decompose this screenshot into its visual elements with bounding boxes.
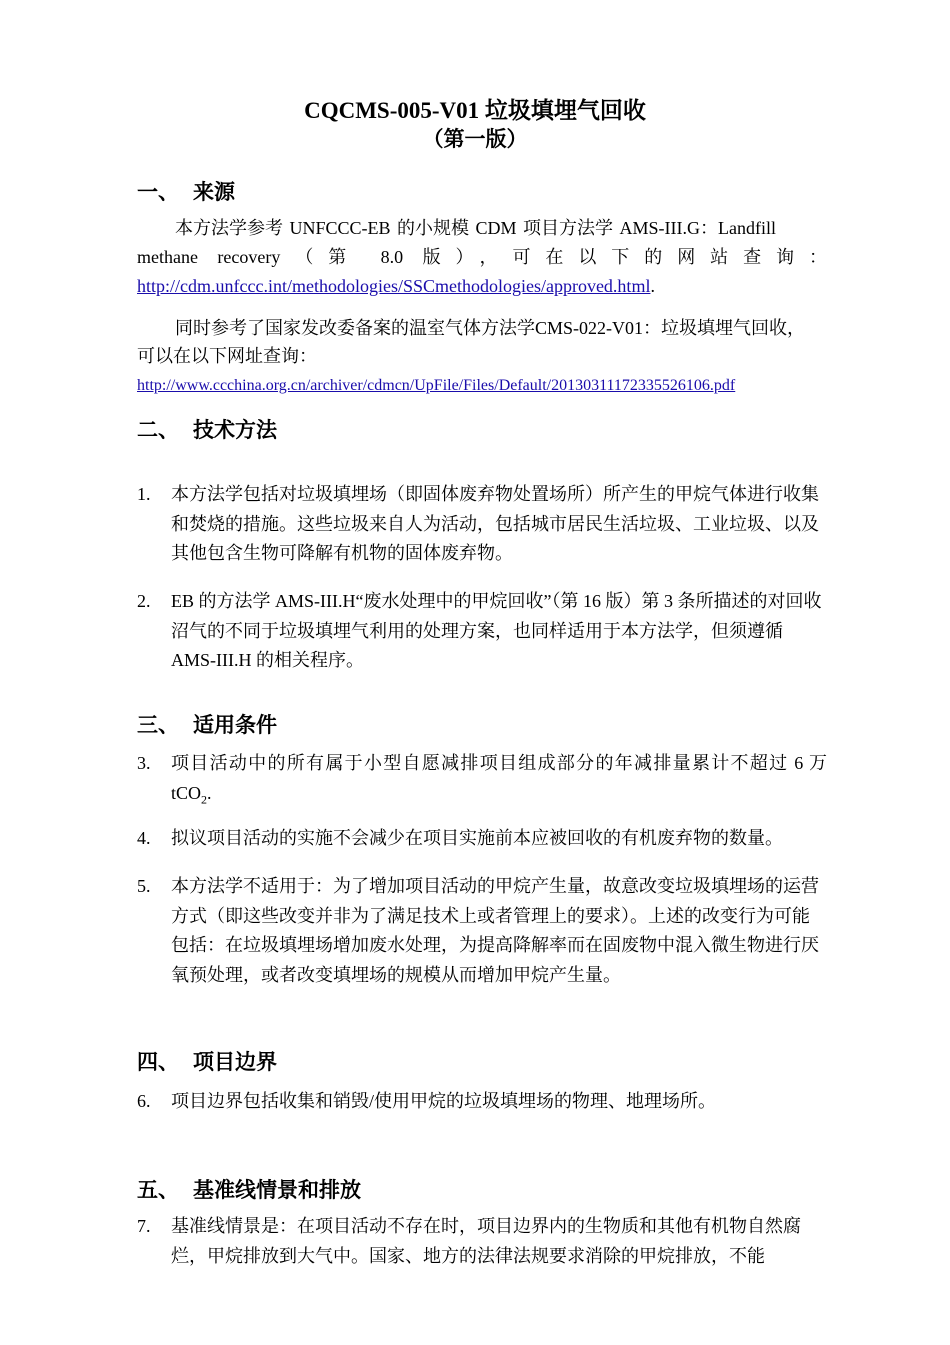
section-number: 四、 bbox=[137, 1050, 179, 1074]
source-p2-line2: 可以在以下网址查询： bbox=[137, 346, 317, 366]
item-text bbox=[171, 749, 827, 815]
item-text-tail: . bbox=[207, 782, 212, 803]
item-number: 6. bbox=[137, 1091, 151, 1111]
list-item-3 bbox=[137, 749, 827, 815]
section-number: 一、 bbox=[137, 180, 179, 204]
section-title: 项目边界 bbox=[193, 1050, 277, 1074]
item-number: 3. bbox=[137, 753, 151, 773]
list-item-6 bbox=[137, 1087, 827, 1117]
item-text: 拟议项目活动的实施不会减少在项目实施前本应被回收的有机废弃物的数量。 bbox=[171, 828, 783, 848]
source-paragraph-1 bbox=[137, 214, 827, 301]
item-number: 4. bbox=[137, 828, 151, 848]
item-number: 7. bbox=[137, 1216, 151, 1236]
section-title: 技术方法 bbox=[193, 418, 277, 442]
list-item-2 bbox=[137, 587, 827, 676]
item-text: 本方法学包括对垃圾填埋场（即固体废弃物处置场所）所产生的甲烷气体进行收集和焚烧的措施。这些垃圾来自人为活动，包括城市居民生活垃圾、工业垃圾、以及其他包含生物可降解有机物的固体废弃物。 bbox=[171, 484, 819, 563]
item-number: 2. bbox=[137, 591, 151, 611]
item-text: 项目边界包括收集和销毁/使用甲烷的垃圾填埋场的物理、地理场所。 bbox=[171, 1091, 716, 1111]
section-number: 三、 bbox=[137, 713, 179, 737]
list-item-5 bbox=[137, 872, 827, 990]
section-number: 五、 bbox=[137, 1178, 179, 1202]
item-text: 本方法学不适用于：为了增加项目活动的甲烷产生量，故意改变垃圾填埋场的运营方式（即这些改变并非为了满足技术上或者管理上的要求）。上述的改变行为可能包括：在垃圾填埋场增加废水处理，为提高降解率而在固废物中混入微生物进行厌氧预处理，或者改变填埋场的规模从而增加甲烷产生量。 bbox=[171, 876, 819, 985]
document-edition: （第一版） bbox=[422, 127, 528, 151]
section-heading-source bbox=[137, 176, 235, 206]
section-title: 基准线情景和排放 bbox=[193, 1178, 361, 1202]
source-p1-line2: methane recovery（第 8.0 版），可在以下的网站查询： bbox=[137, 247, 827, 267]
section-title: 适用条件 bbox=[193, 713, 277, 737]
section-heading-baseline bbox=[137, 1174, 361, 1204]
source-p2-line1: 同时参考了国家发改委备案的温室气体方法学CMS-022-V01：垃圾填埋气回收， bbox=[175, 318, 806, 338]
list-item-1 bbox=[137, 480, 827, 569]
section-number: 二、 bbox=[137, 418, 179, 442]
item-text-subscript: 2 bbox=[201, 792, 208, 807]
source-p1-line1: 本方法学参考 UNFCCC-EB 的小规模 CDM 项目方法学 AMS-III.G：Landfill bbox=[175, 218, 777, 238]
unfccc-link[interactable]: http://cdm.unfccc.int/methodologies/SSCmethodologies/approved.html bbox=[137, 276, 651, 296]
ccchina-link[interactable]: http://www.ccchina.org.cn/archiver/cdmcn/UpFile/Files/Default/20130311172335526106.pdf bbox=[137, 377, 736, 394]
list-item-4 bbox=[137, 824, 827, 854]
section-heading-technical-method bbox=[137, 414, 277, 444]
item-number: 1. bbox=[137, 484, 151, 504]
item-text-unit: tCO bbox=[171, 782, 202, 803]
source-p1-link-tail: . bbox=[650, 276, 655, 296]
item-text: 基准线情景是：在项目活动不存在时，项目边界内的生物质和其他有机物自然腐烂，甲烷排放到大气中。国家、地方的法律法规要求消除的甲烷排放，不能 bbox=[171, 1216, 801, 1266]
item-text-line1: 项目活动中的所有属于小型自愿减排项目组成部分的年减排量累计不超过 6 万 bbox=[171, 753, 827, 773]
item-number: 5. bbox=[137, 876, 151, 896]
section-heading-applicability bbox=[137, 709, 277, 739]
item-text: EB 的方法学 AMS-III.H“废水处理中的甲烷回收”（第 16 版）第 3 条所描述的对回收沼气的不同于垃圾填埋气利用的处理方案，也同样适用于本方法学，但须遵循 AMS-III.H 的相关程序。 bbox=[171, 591, 822, 670]
list-item-7 bbox=[137, 1212, 827, 1271]
section-heading-project-boundary bbox=[137, 1046, 277, 1076]
source-paragraph-2 bbox=[137, 314, 827, 400]
document-title: CQCMS-005-V01 垃圾填埋气回收 bbox=[304, 98, 646, 123]
section-title: 来源 bbox=[193, 180, 235, 204]
